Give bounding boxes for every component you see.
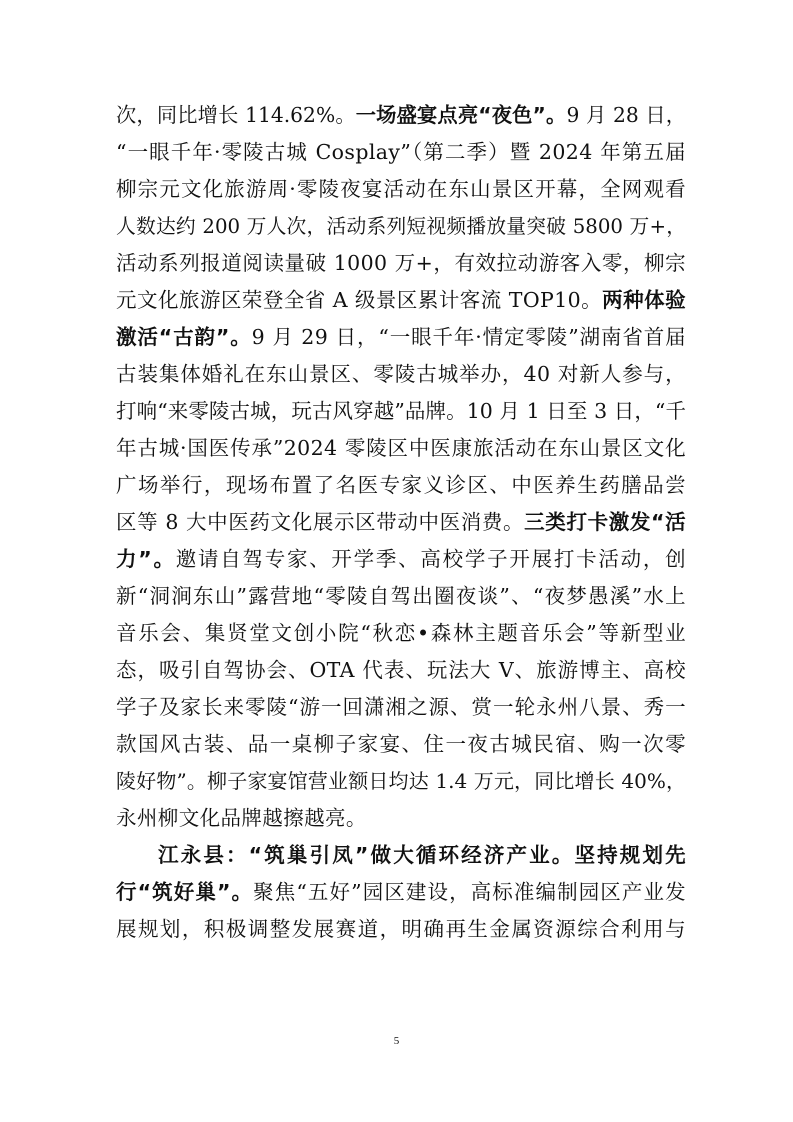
text-line: 激活“古韵”。9 月 29 日，“一眼千年·情定零陵”湖南省首届 bbox=[116, 325, 687, 349]
text-line: 区等 8 大中医药文化展示区带动中医消费。三类打卡激发“活 bbox=[116, 510, 686, 534]
bold-heading: 激活“古韵”。 bbox=[116, 325, 252, 349]
text-line: 新“洞涧东山”露营地“零陵自驾出圈夜谈”、“夜梦愚溪”水上 bbox=[116, 584, 686, 608]
text-line: 款国风古装、品一桌柳子家宴、住一夜古城民宿、购一次零 bbox=[116, 732, 686, 756]
text-line: 学子及家长来零陵“游一回潇湘之源、赏一轮永州八景、秀一 bbox=[116, 695, 686, 719]
bold-heading: 一场盛宴点亮“夜色”。 bbox=[355, 103, 567, 127]
text-line: 力”。邀请自驾专家、开学季、高校学子开展打卡活动，创 bbox=[116, 547, 686, 571]
text-line: 永州柳文化品牌越擦越亮。 bbox=[116, 806, 367, 830]
text-line bbox=[158, 837, 686, 874]
page-number: 5 bbox=[393, 1035, 400, 1047]
text-line: 陵好物”。柳子家宴馆营业额日均达 1.4 万元，同比增长 40%， bbox=[116, 769, 686, 793]
text-line: 音乐会、集贤堂文创小院“秋恋•森林主题音乐会”等新型业 bbox=[116, 621, 686, 645]
text-line: 展规划，积极调整发展赛道，明确再生金属资源综合利用与 bbox=[116, 917, 686, 941]
bold-heading: 两种体验 bbox=[602, 288, 686, 312]
text-line: 元文化旅游区荣登全省 A 级景区累计客流 TOP10。两种体验 bbox=[116, 288, 686, 312]
bold-heading: 江永县：“筑巢引凤”做大循环经济产业。坚持规划先 bbox=[158, 843, 686, 867]
text-line: 打响“来零陵古城，玩古风穿越”品牌。10 月 1 日至 3 日，“千 bbox=[116, 399, 686, 423]
text-line: 活动系列报道阅读量破 1000 万+，有效拉动游客入零，柳宗 bbox=[116, 251, 686, 275]
text-line: 广场举行，现场布置了名医专家义诊区、中医养生药膳品尝 bbox=[116, 473, 686, 497]
bold-heading: 三类打卡激发“活 bbox=[524, 510, 686, 534]
text-line: 柳宗元文化旅游周·零陵夜宴活动在东山景区开幕，全网观看 bbox=[116, 177, 686, 201]
text-line: 年古城·国医传承”2024 零陵区中医康旅活动在东山景区文化 bbox=[116, 436, 686, 460]
bold-heading: 力”。 bbox=[116, 547, 176, 571]
text-line: 态，吸引自驾协会、OTA 代表、玩法大 V、旅游博主、高校 bbox=[116, 658, 686, 682]
text-line: 次，同比增长 114.62%。一场盛宴点亮“夜色”。9 月 28 日， bbox=[116, 103, 686, 127]
text-line: “一眼千年·零陵古城 Cosplay”（第二季）暨 2024 年第五届 bbox=[116, 140, 686, 164]
text-line: 人数达约 200 万人次，活动系列短视频播放量突破 5800 万+， bbox=[116, 215, 686, 238]
bold-heading: 行“筑好巢”。 bbox=[116, 880, 254, 904]
text-line: 行“筑好巢”。聚焦“五好”园区建设，高标准编制园区产业发 bbox=[116, 880, 687, 904]
text-line: 古装集体婚礼在东山景区、零陵古城举办，40 对新人参与， bbox=[116, 362, 686, 386]
